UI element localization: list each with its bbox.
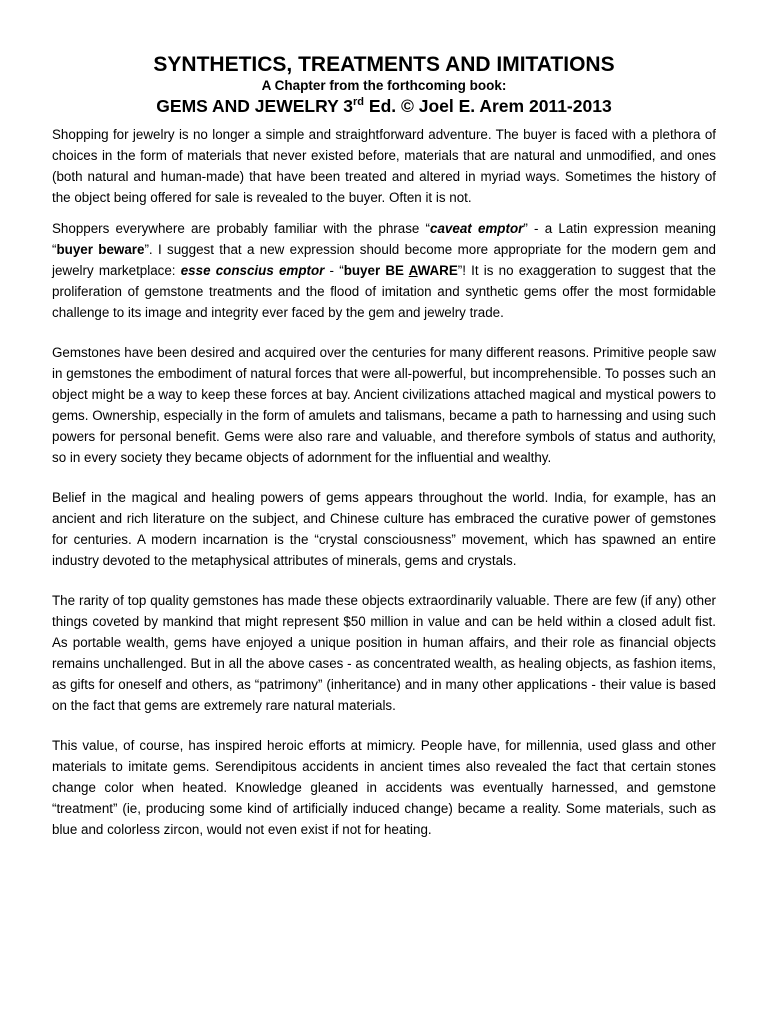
caveat-emptor-phrase: caveat emptor bbox=[430, 221, 524, 236]
p2-text-5: ”! It is no exaggeration to suggest that the proliferation of gemstone treatments and the flood of imitation and synthetic gems offer the most formidable challenge to its image and integrity ever faced by the gem and jewelry trade. bbox=[52, 263, 716, 320]
document-title: SYNTHETICS, TREATMENTS AND IMITATIONS bbox=[153, 53, 615, 76]
book-title-line bbox=[52, 94, 716, 118]
paragraph-2 bbox=[52, 218, 716, 323]
paragraph-4: Belief in the magical and healing powers of gems appears throughout the world. India, for example, has an ancient and rich literature on the subject, and Chinese culture has embraced the curative power of gemstones for centuries. A modern incarnation is the “crystal consciousness” movement, which has spawned an entire industry devoted to the metaphysical attributes of minerals, gems and crystals. bbox=[52, 490, 716, 568]
p2-text-4: - “ bbox=[324, 263, 344, 278]
paragraph-5: The rarity of top quality gemstones has made these objects extraordinarily valuable. There are few (if any) other things coveted by mankind that might represent $50 million in value and can be held within a closed adult fist. As portable wealth, gems have enjoyed a unique position in human affairs, and their role as financial objects remains unchallenged. But in all the above cases - as concentrated wealth, as healing objects, as fashion items, as gifts for oneself and others, as “patrimony” (inheritance) and in many other applications - their value is based on the fact that gems are extremely rare natural materials. bbox=[52, 593, 716, 713]
document-subtitle: A Chapter from the forthcoming book: bbox=[261, 78, 507, 93]
edition-superscript: rd bbox=[353, 96, 365, 109]
buyer-be-aware-phrase bbox=[344, 263, 458, 278]
underlined-a: A bbox=[408, 263, 418, 278]
p2-text-2: ” - a Latin expression meaning “ bbox=[52, 221, 716, 257]
paragraph-3: Gemstones have been desired and acquired over the centuries for many different reasons. Primitive people saw in gemstones the embodiment of natural forces that were all-powerful, but incomprehensible. To posses such an object might be a way to keep these forces at bay. Ancient civilizations attached magical and mystical powers to gems. Ownership, especially in the form of amulets and talismans, became a path to harnessing and using such powers for personal benefit. Gems were also rare and valuable, and therefore symbols of status and authority, so in every society they became objects of adornment for the influential and wealthy. bbox=[52, 345, 716, 465]
buyer-beware-phrase: buyer beware bbox=[56, 242, 145, 257]
book-edition-copyright: Ed. © Joel E. Arem 2011-2013 bbox=[364, 96, 612, 116]
buyer-be-part: buyer BE bbox=[343, 263, 409, 278]
document-page bbox=[52, 52, 716, 840]
book-title: GEMS AND JEWELRY 3 bbox=[156, 96, 354, 116]
p2-text-3: ”. I suggest that a new expression should become more appropriate for the modern gem and jewelry marketplace: bbox=[52, 242, 716, 278]
esse-conscius-emptor-phrase: esse conscius emptor bbox=[180, 263, 325, 278]
paragraph-1: Shopping for jewelry is no longer a simple and straightforward adventure. The buyer is faced with a plethora of choices in the form of materials that never existed before, materials that are natural and unmodified, and ones (both natural and human-made) that have been treated and altered in myriad ways. Sometimes the history of the object being offered for sale is revealed to the buyer. Often it is not. bbox=[52, 127, 716, 205]
ware-part: WARE bbox=[417, 263, 458, 278]
p2-text-1: Shoppers everywhere are probably familiar with the phrase “ bbox=[52, 221, 431, 236]
paragraph-6: This value, of course, has inspired heroic efforts at mimicry. People have, for millennia, used glass and other materials to imitate gems. Serendipitous accidents in ancient times also revealed the fact that certain stones change color when heated. Knowledge gleaned in accidents was eventually harnessed, and gemstone “treatment” (ie, producing some kind of artificially induced change) became a reality. Some materials, such as blue and colorless zircon, would not even exist if not for heating. bbox=[52, 738, 716, 837]
